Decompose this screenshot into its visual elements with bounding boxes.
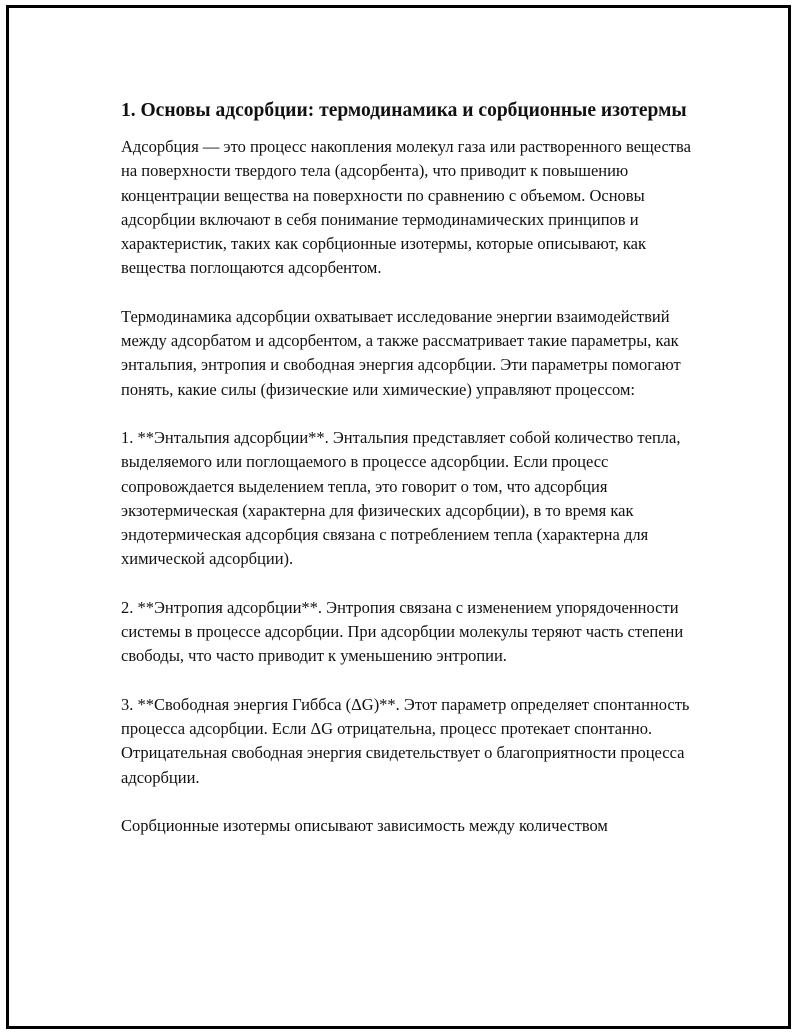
page-frame — [6, 5, 791, 1029]
section-title: 1. Основы адсорбции: термодинамика и сорбционные изотермы — [121, 100, 687, 121]
paragraph-intro: Адсорбция — это процесс накопления молекул газа или растворенного вещества на поверхности твердого тела (адсорбента), что приводит к повышению концентрации вещества на поверхности по сравнению с объемом. Основы адсорбции включают в себя понимание термодинамических принципов и характеристик, таких как сорбционные изотермы, которые описывают, как вещества поглощаются адсорбентом. — [121, 137, 691, 278]
paragraph-enthalpy: 1. **Энтальпия адсорбции**. Энтальпия представляет собой количество тепла, выделяемого или поглощаемого в процессе адсорбции. Если процесс сопровождается выделением тепла, это говорит о том, что адсорбция экзотермическая (характерна для физических адсорбции), в то время как эндотермическая адсорбция связана с потреблением тепла (характерна для химической адсорбции). — [121, 427, 681, 569]
paragraph-gibbs: 3. **Свободная энергия Гиббса (ΔG)**. Этот параметр определяет спонтанность процесса адсорбции. Если ΔG отрицательна, процесс протекает спонтанно. Отрицательная свободная энергия свидетельствует о благоприятности процесса адсорбции. — [121, 694, 690, 787]
document-body — [121, 98, 701, 862]
paragraph-thermodynamics: Термодинамика адсорбции охватывает исследование энергии взаимодействий между адсорбатом и адсорбентом, а также рассматривает такие параметры, как энтальпия, энтропия и свободная энергия адсорбции. Эти параметры помогают понять, какие силы (физические или химические) управляют процессом: — [121, 306, 681, 399]
paragraph-entropy: 2. **Энтропия адсорбции**. Энтропия связана с изменением упорядоченности системы в процессе адсорбции. При адсорбции молекулы теряют часть степени свободы, что часто приводит к уменьшению энтропии. — [121, 597, 684, 666]
paragraph-isotherms: Сорбционные изотермы описывают зависимость между количеством — [121, 815, 608, 835]
